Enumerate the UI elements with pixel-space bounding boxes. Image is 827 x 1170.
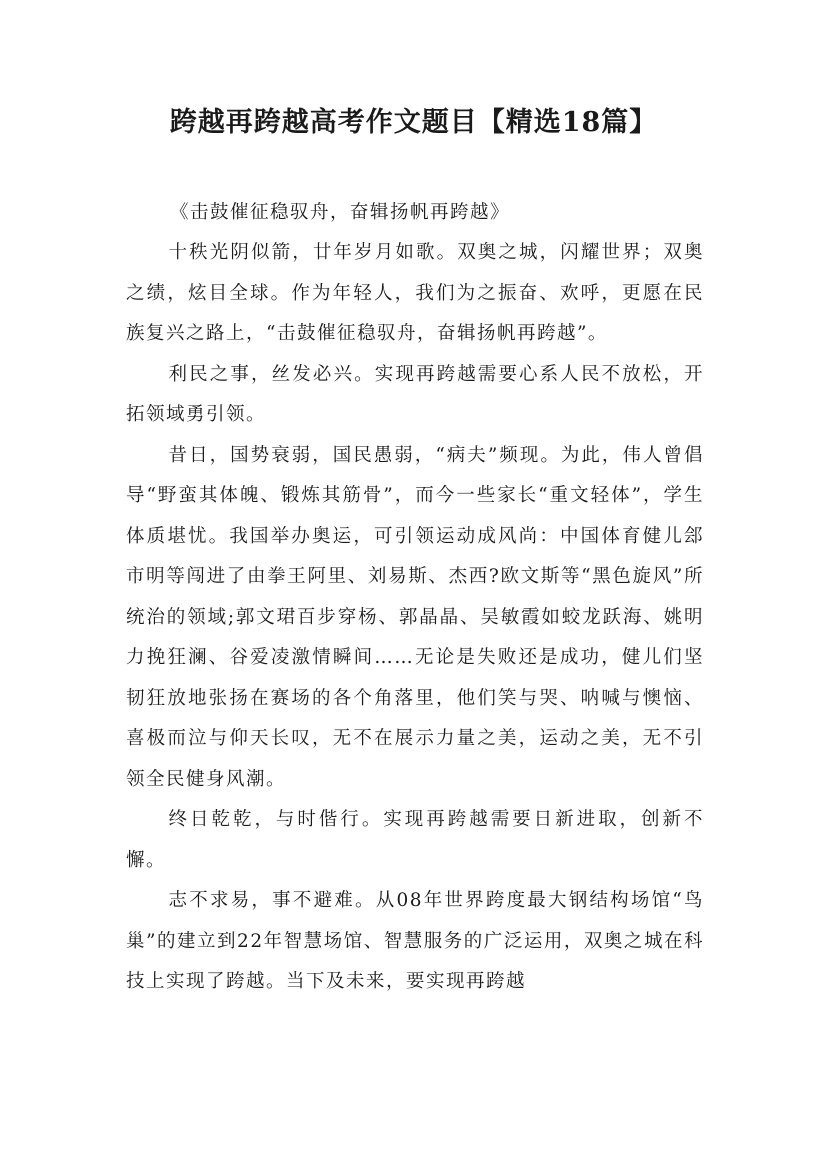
paragraph: 昔日，国势衰弱，国民愚弱，“病夫”频现。为此，伟人曾倡导“野蛮其体魄、锻炼其筋骨”，而今一些家长“重文轻体”，学生体质堪忧。我国举办奥运，可引领运动成风尚：中国体育健儿郐市明等闯进了由拳王阿里、刘易斯、杰西?欧文斯等“黑色旋风”所统治的领域;郭文珺百步穿杨、郭晶晶、吴敏霞如蛟龙跃海、姚明力挽狂澜、谷爱凌激情瞬间……无论是失败还是成功，健儿们坚韧狂放地张扬在赛场的各个角落里，他们笑与哭、呐喊与懊恼、喜极而泣与仰天长叹，无不在展示力量之美，运动之美，无不引领全民健身风潮。 [126, 444, 704, 790]
document-title: 跨越再跨越高考作文题目【精选18篇】 [169, 107, 658, 138]
paragraph: 十秩光阴似箭，廿年岁月如歌。双奥之城，闪耀世界；双奥之绩，炫目全球。作为年轻人，我们为之振奋、欢呼，更愿在民族复兴之路上，“击鼓催征稳驭舟，奋辑扬帆再跨越”。 [126, 242, 704, 344]
paragraph: 终日乾乾，与时偕行。实现再跨越需要日新进取，创新不懈。 [126, 809, 704, 871]
paragraph: 志不求易，事不避难。从08年世界跨度最大钢结构场馆“鸟巢”的建立到22年智慧场馆、智慧服务的广泛运用，双奥之城在科技上实现了跨越。当下及未来，要实现再跨越 [126, 890, 704, 992]
essay-subtitle: 《击鼓催征稳驭舟，奋辑扬帆再跨越》 [170, 202, 511, 223]
paragraph: 利民之事，丝发必兴。实现再跨越需要心系人民不放松，开拓领域勇引领。 [126, 363, 704, 425]
document-body [126, 193, 704, 1003]
